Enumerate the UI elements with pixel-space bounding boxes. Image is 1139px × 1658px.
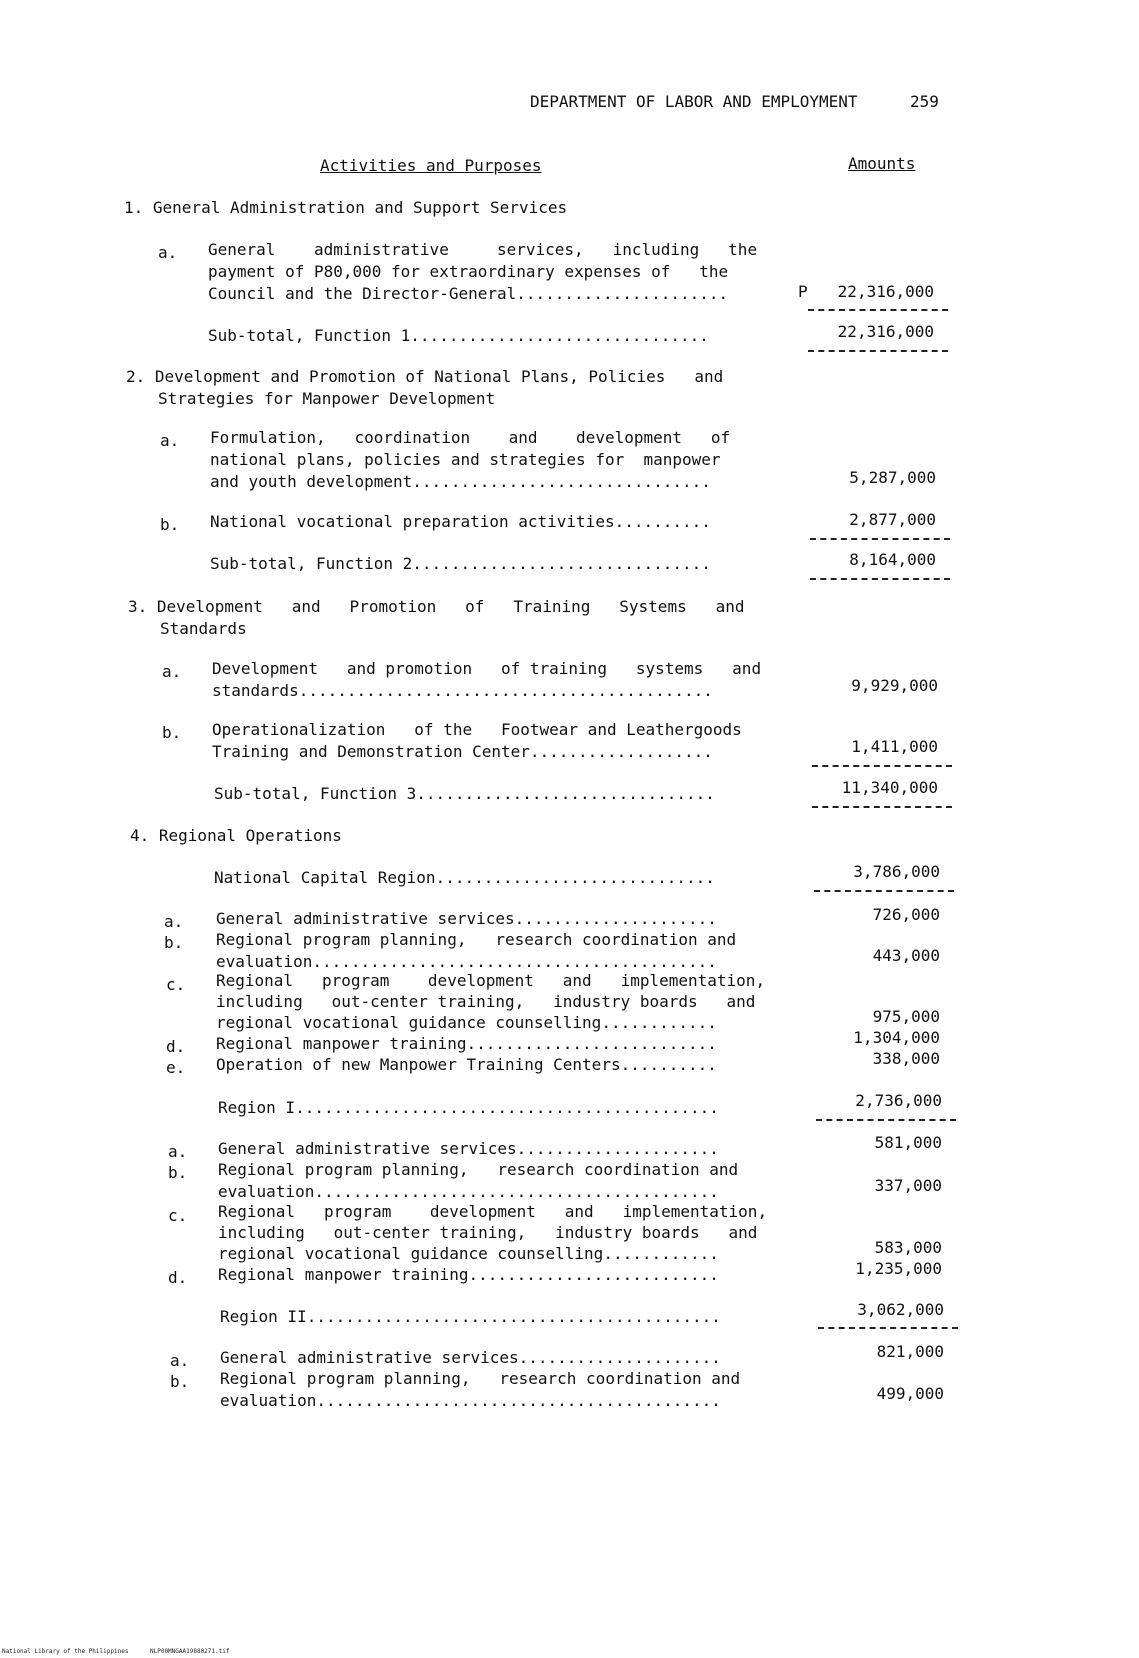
subtotal-label: Sub-total, Function 3............................... xyxy=(214,784,715,803)
item-label: b. xyxy=(162,723,182,742)
item-label: c. xyxy=(168,1206,188,1225)
amount: 581,000 xyxy=(874,1133,942,1152)
item-text-line: Operation of new Manpower Training Centers.......... xyxy=(216,1055,717,1074)
item-text-line: regional vocational guidance counselling............ xyxy=(218,1244,719,1263)
dashed-rule xyxy=(818,1327,958,1329)
item-text-line: Council and the Director-General...................... xyxy=(208,284,729,303)
subtotal-label: Sub-total, Function 2............................... xyxy=(210,554,711,573)
item-label: b. xyxy=(164,933,184,952)
amount: 726,000 xyxy=(872,905,940,924)
item-label: a. xyxy=(164,912,184,931)
item-text-line: Regional program development and implementation, xyxy=(218,1202,768,1221)
dashed-rule xyxy=(816,1119,956,1121)
item-label: b. xyxy=(160,515,180,534)
subtotal-amount: 22,316,000 xyxy=(837,322,934,341)
item-label: c. xyxy=(166,975,186,994)
amount: 2,877,000 xyxy=(849,510,936,529)
item-text-line: including out-center training, industry boards and xyxy=(216,992,756,1011)
item-text-line: Regional manpower training.......................... xyxy=(218,1265,719,1284)
item-text-line: General administrative services..................... xyxy=(218,1139,719,1158)
item-text-line: including out-center training, industry boards and xyxy=(218,1223,758,1242)
item-label: a. xyxy=(170,1351,190,1370)
item-text-line: Formulation, coordination and development of xyxy=(210,428,731,447)
item-text-line: Regional program development and implementation, xyxy=(216,971,766,990)
section-2-title-line1: 2. Development and Promotion of National Plans, Policies and xyxy=(126,367,724,386)
amount: 22,316,000 xyxy=(837,282,934,301)
amount: 1,304,000 xyxy=(853,1028,940,1047)
item-label: a. xyxy=(158,243,178,262)
item-label: b. xyxy=(168,1163,188,1182)
dashed-rule xyxy=(810,538,950,540)
section-3-title-line2: Standards xyxy=(160,619,247,638)
section-1-title: 1. General Administration and Support Services xyxy=(124,198,568,217)
dashed-rule xyxy=(812,806,952,808)
item-text-line: evaluation.......................................... xyxy=(218,1182,719,1201)
dashed-rule xyxy=(812,765,952,767)
item-text-line: General administrative services..................... xyxy=(216,909,717,928)
column-heading-amounts: Amounts xyxy=(848,154,916,173)
amount: 583,000 xyxy=(874,1238,942,1257)
item-label: a. xyxy=(168,1142,188,1161)
item-label: b. xyxy=(170,1372,190,1391)
item-label: a. xyxy=(162,662,182,681)
amount: 443,000 xyxy=(872,946,940,965)
item-label: e. xyxy=(166,1058,186,1077)
amount: 975,000 xyxy=(872,1007,940,1026)
item-text-line: and youth development............................... xyxy=(210,472,711,491)
subtotal-label: Sub-total, Function 1............................... xyxy=(208,326,709,345)
dashed-rule xyxy=(808,350,948,352)
footer-library: National Library of the Philippines xyxy=(2,1648,129,1655)
region-amount: 3,786,000 xyxy=(853,862,940,881)
item-label: a. xyxy=(160,431,180,450)
section-3-title-line1: 3. Development and Promotion of Training Systems and xyxy=(128,597,745,616)
amount: 338,000 xyxy=(872,1049,940,1068)
item-text-line: General administrative services..................... xyxy=(220,1348,721,1367)
region-title: National Capital Region............................. xyxy=(214,868,715,887)
item-text-line: Regional program planning, research coordination and xyxy=(218,1160,739,1179)
peso-sign: P xyxy=(798,282,808,301)
subtotal-amount: 11,340,000 xyxy=(841,778,938,797)
subtotal-amount: 8,164,000 xyxy=(849,550,936,569)
item-text-line: regional vocational guidance counselling............ xyxy=(216,1013,717,1032)
amount: 1,235,000 xyxy=(855,1259,942,1278)
dashed-rule xyxy=(814,890,954,892)
item-label: d. xyxy=(168,1268,188,1287)
item-text-line: National vocational preparation activities.......... xyxy=(210,512,711,531)
amount: 821,000 xyxy=(876,1342,944,1361)
dashed-rule xyxy=(808,309,948,311)
dashed-rule xyxy=(810,578,950,580)
item-text-line: Training and Demonstration Center................... xyxy=(212,742,713,761)
item-text-line: Regional program planning, research coordination and xyxy=(220,1369,741,1388)
region-amount: 2,736,000 xyxy=(855,1091,942,1110)
region-title: Region II........................................... xyxy=(220,1307,721,1326)
amount: 499,000 xyxy=(876,1384,944,1403)
amount: 337,000 xyxy=(874,1176,942,1195)
item-text-line: evaluation.......................................... xyxy=(216,952,717,971)
item-text-line: General administrative services, including the xyxy=(208,240,758,259)
item-text-line: Operationalization of the Footwear and Leathergoods xyxy=(212,720,742,739)
region-title: Region I............................................ xyxy=(218,1098,719,1117)
amount: 5,287,000 xyxy=(849,468,936,487)
amount: 1,411,000 xyxy=(851,737,938,756)
region-amount: 3,062,000 xyxy=(857,1300,944,1319)
item-label: d. xyxy=(166,1037,186,1056)
item-text-line: evaluation.......................................... xyxy=(220,1391,721,1410)
amount: 9,929,000 xyxy=(851,676,938,695)
column-heading-activities: Activities and Purposes xyxy=(320,156,542,175)
section-2-title-line2: Strategies for Manpower Development xyxy=(158,389,496,408)
item-text-line: Development and promotion of training systems and xyxy=(212,659,762,678)
item-text-line: payment of P80,000 for extraordinary expenses of the xyxy=(208,262,729,281)
page-number: 259 xyxy=(910,92,939,111)
footer-filename: NLP00MNGAA19880271.tif xyxy=(150,1648,230,1655)
item-text-line: national plans, policies and strategies for manpower xyxy=(210,450,721,469)
page-header-title: DEPARTMENT OF LABOR AND EMPLOYMENT xyxy=(530,92,858,111)
section-4-title: 4. Regional Operations xyxy=(130,826,342,845)
item-text-line: Regional program planning, research coordination and xyxy=(216,930,737,949)
item-text-line: Regional manpower training.......................... xyxy=(216,1034,717,1053)
item-text-line: standards........................................... xyxy=(212,681,713,700)
